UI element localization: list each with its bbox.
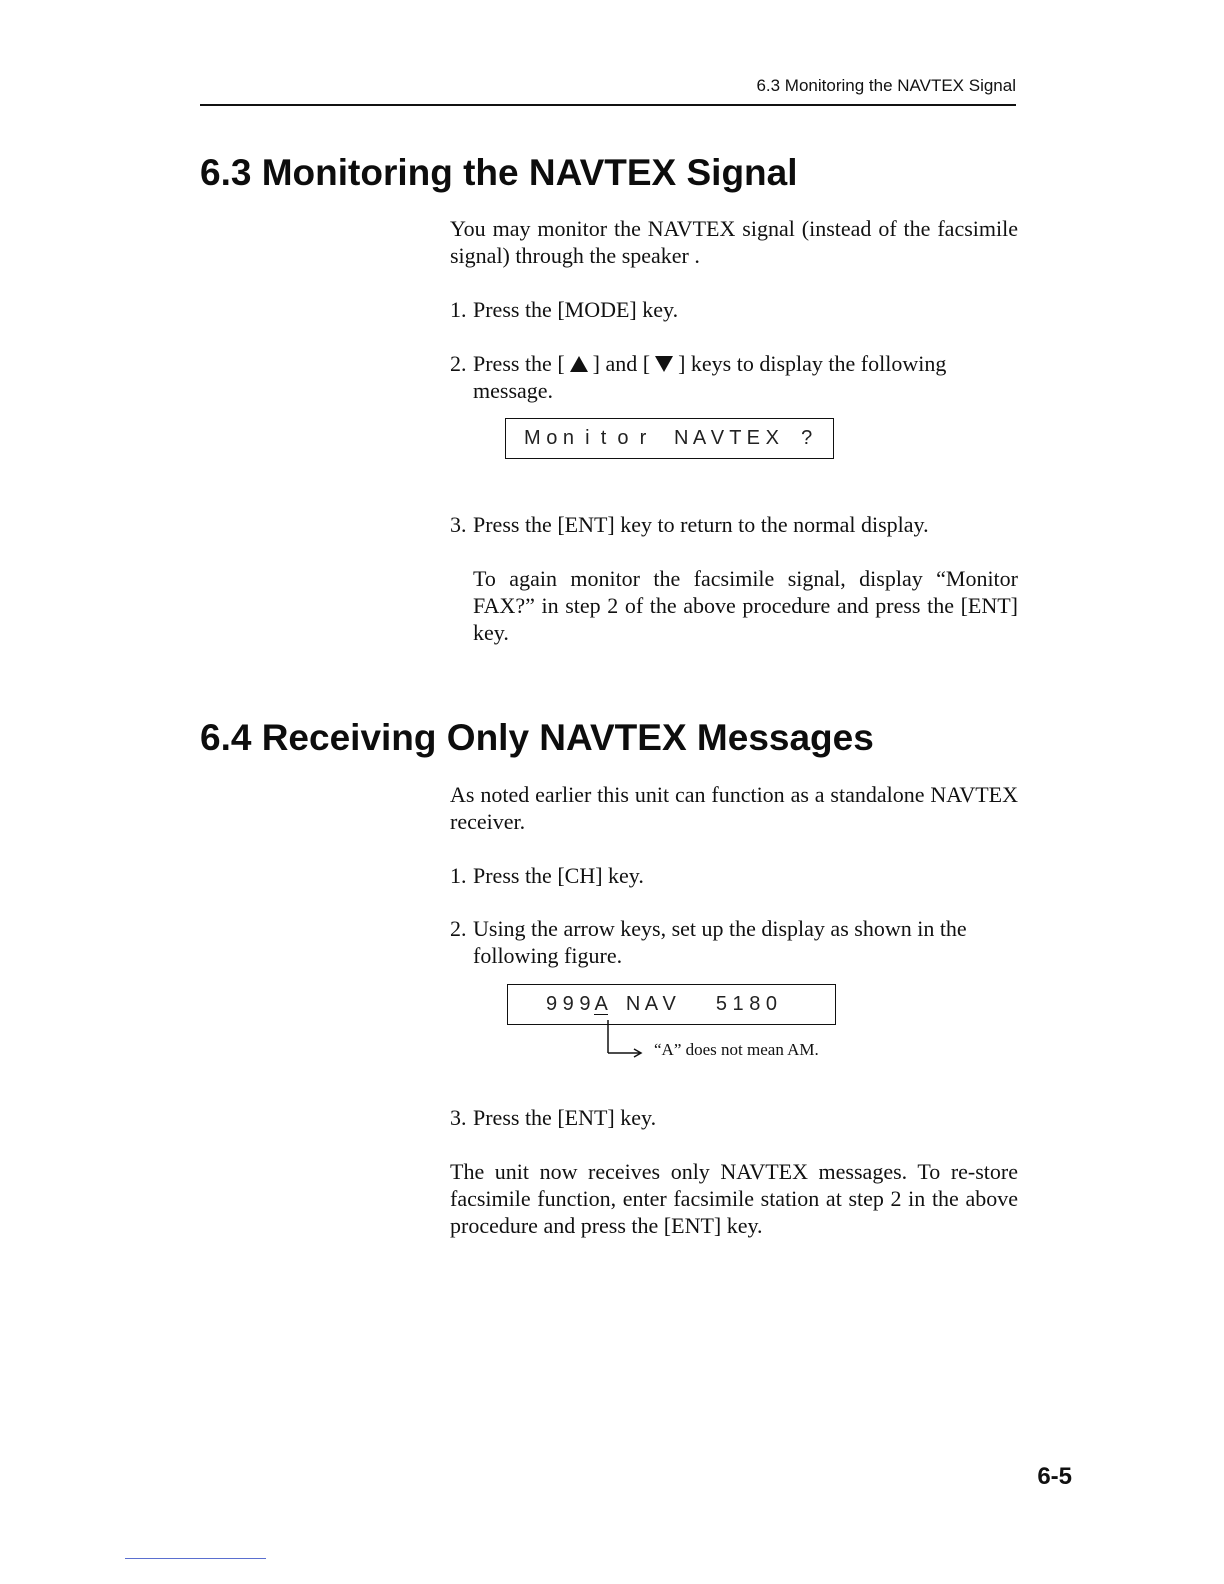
lcd-channel: 9 9 9 xyxy=(546,993,591,1015)
step-text: Press the [ENT] key. xyxy=(473,1105,657,1130)
section-6-3-step-2 xyxy=(450,350,1018,404)
step-number: 1. xyxy=(450,297,467,322)
step-text-continued: message. xyxy=(473,378,554,403)
section-6-4-step-1 xyxy=(450,862,1018,889)
step-text: Press the [ENT] key to return to the normal display. xyxy=(473,512,929,537)
step-text-post: ] keys to display the following xyxy=(678,351,947,376)
section-6-4-closing: The unit now receives only NAVTEX messages. To re-store facsimile function, enter facsimile station at step 2 in the above procedure and press the [ENT] key. xyxy=(450,1159,1018,1238)
section-6-3-step-3 xyxy=(450,511,1018,538)
step-number: 3. xyxy=(450,1105,467,1130)
lcd-mode-letter: A xyxy=(594,993,608,1015)
step-number: 1. xyxy=(450,863,467,888)
section-title-6-4: 6.4 Receiving Only NAVTEX Messages xyxy=(200,717,874,758)
footer-rule xyxy=(125,1558,266,1559)
step-number: 3. xyxy=(450,512,467,537)
section-6-4-step-3 xyxy=(450,1104,1018,1131)
section-6-3-note: To again monitor the facsimile signal, display “Monitor FAX?” in step 2 of the above procedure and press the [ENT] key. xyxy=(473,566,1018,645)
lcd-frequency: 5 1 8 0 xyxy=(715,993,778,1015)
lcd-display-navtex-channel xyxy=(507,984,836,1025)
section-6-3-intro: You may monitor the NAVTEX signal (instead of the facsimile signal) through the speaker . xyxy=(450,216,1018,268)
step-text-continued: following figure. xyxy=(473,943,623,968)
section-6-4-step-2 xyxy=(450,915,1018,969)
step-number: 2. xyxy=(450,916,467,941)
step-text: Using the arrow keys, set up the display as shown in the xyxy=(473,916,967,941)
section-6-4-intro: As noted earlier this unit can function as a standalone NAVTEX receiver. xyxy=(450,782,1018,834)
lcd-annotation: “A” does not mean AM. xyxy=(654,1040,819,1059)
lcd-display-monitor-navtex xyxy=(505,418,834,459)
step-number: 2. xyxy=(450,351,467,376)
header-rule xyxy=(200,104,1016,106)
lcd-station: N A V xyxy=(625,993,676,1015)
step-text: Press the [CH] key. xyxy=(473,863,644,888)
triangle-down-icon xyxy=(655,356,673,372)
step-text-pre: Press the [ xyxy=(473,351,565,376)
lcd-text: M o n i t o r N A V T E X ? xyxy=(524,427,813,449)
running-header: 6.3 Monitoring the NAVTEX Signal xyxy=(756,76,1016,95)
step-text-mid: ] and [ xyxy=(592,351,651,376)
step-text: Press the [MODE] key. xyxy=(473,297,679,322)
section-title-6-3: 6.3 Monitoring the NAVTEX Signal xyxy=(200,152,798,193)
triangle-up-icon xyxy=(570,356,588,372)
section-6-3-step-1 xyxy=(450,296,1018,323)
annotation-arrow-icon xyxy=(600,1016,650,1060)
page-number: 6-5 xyxy=(1037,1463,1072,1490)
